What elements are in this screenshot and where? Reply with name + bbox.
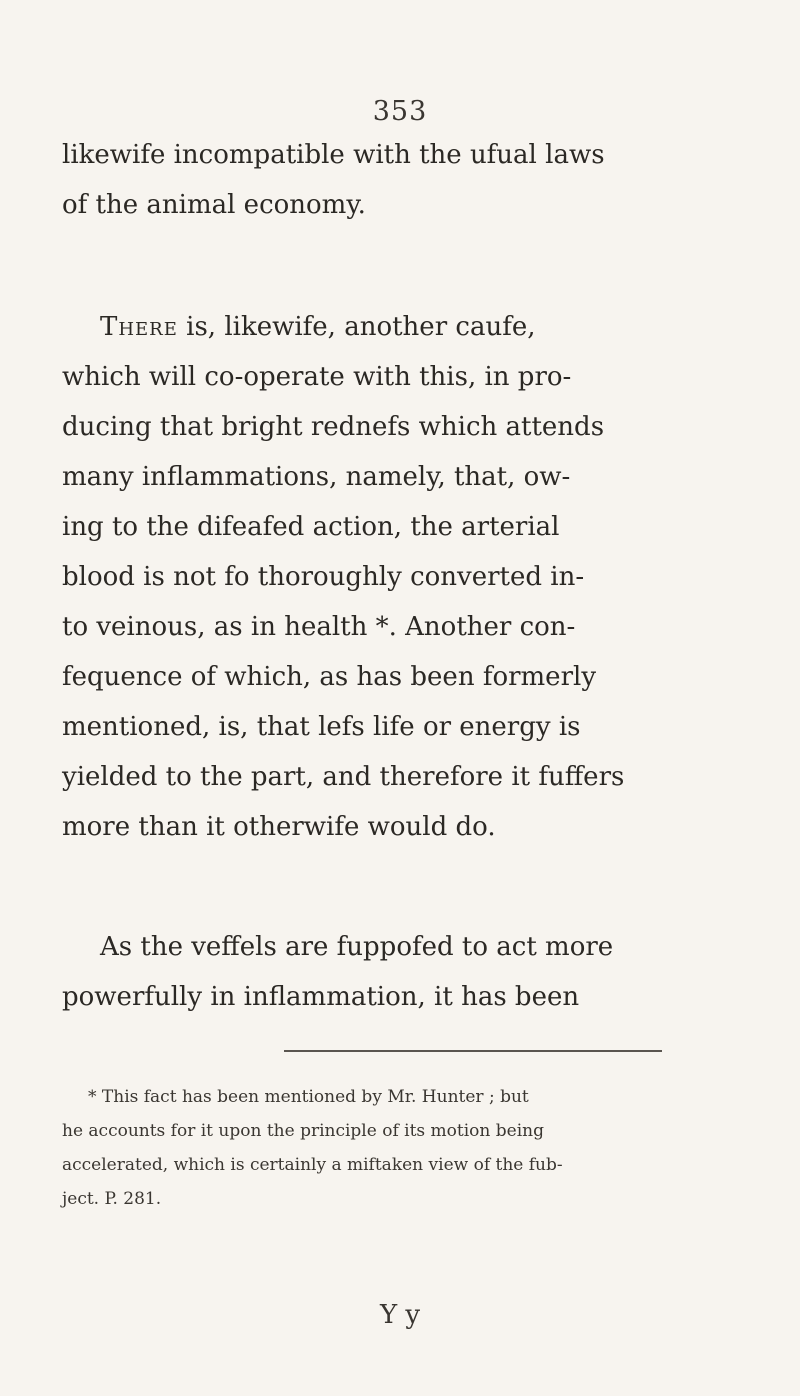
paragraph-2-line-7: to veinous, as in health *. Another con- [62, 612, 576, 642]
paragraph-2-line-10: yielded to the part, and therefore it fuffers [62, 762, 625, 792]
footnote-line-3: accelerated, which is certainly a miftaken view of the fub- [62, 1155, 563, 1175]
signature-mark: Y y [379, 1300, 421, 1330]
paragraph-2-line-5: ing to the difeafed action, the arterial [62, 512, 560, 542]
paragraph-3-line-1: As the veffels are fuppofed to act more [100, 932, 614, 962]
paragraph-2-line-6: blood is not fo thoroughly converted in- [62, 562, 585, 592]
paragraph-1-line-1: likewife incompatible with the ufual laws [62, 140, 605, 170]
paragraph-2-line-8: fequence of which, as has been formerly [62, 662, 597, 692]
paragraph-2-line-4: many inflammations, namely, that, ow- [62, 462, 571, 492]
paragraph-3-line-2: powerfully in inflammation, it has been [62, 982, 580, 1012]
paragraph-1-line-2: of the animal economy. [62, 190, 366, 220]
paragraph-2-line-11: more than it otherwife would do. [62, 812, 496, 842]
paragraph-2-lead-word: There [100, 312, 178, 342]
paragraph-2-line-9: mentioned, is, that lefs life or energy is [62, 712, 581, 742]
footnote-line-2: he accounts for it upon the principle of its motion being [62, 1121, 544, 1141]
footnote-line-1: * This fact has been mentioned by Mr. Hunter ; but [88, 1087, 529, 1107]
paragraph-2-line-2: which will co-operate with this, in pro- [62, 362, 572, 392]
page-number: 353 [372, 96, 428, 127]
footnote-rule [284, 1050, 662, 1052]
footnote-line-4: ject. P. 281. [62, 1189, 162, 1209]
paragraph-2-line-1-text: is, likewife, another caufe, [177, 312, 536, 342]
paragraph-2-line-3: ducing that bright rednefs which attends [62, 412, 605, 442]
paragraph-2-line-1 [100, 312, 535, 342]
